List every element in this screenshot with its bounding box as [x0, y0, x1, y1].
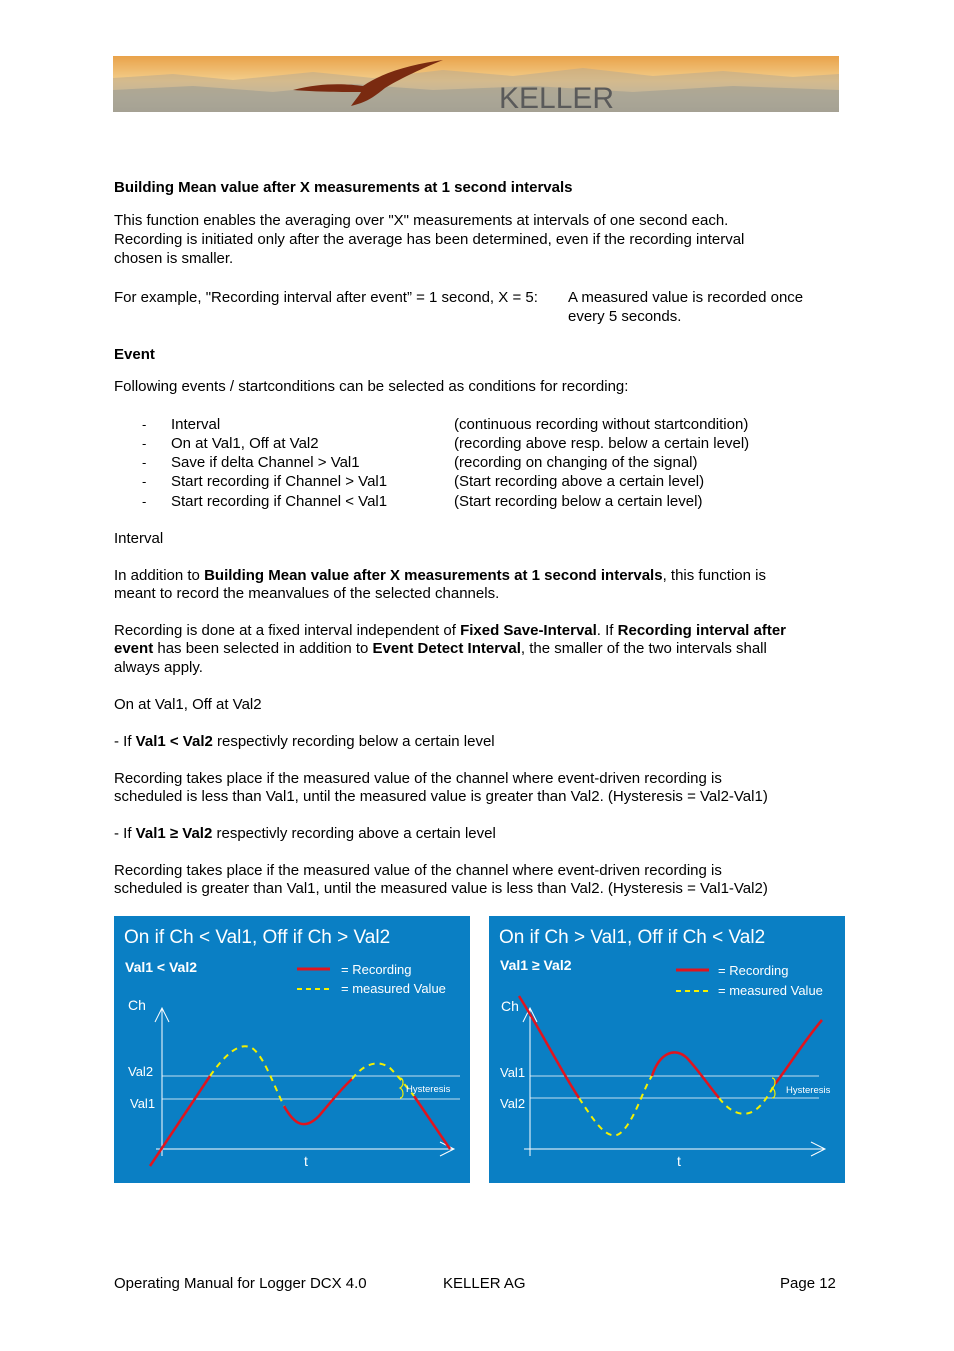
list-item-name: Start recording if Channel < Val1: [171, 493, 388, 510]
y-axis: [155, 1008, 169, 1156]
interval-paragraph: always apply.: [114, 659, 203, 676]
text-run: . If: [596, 622, 618, 639]
text-run: respectivly recording below a certain level: [212, 733, 495, 750]
subsection-title-onoff: On at Val1, Off at Val2: [114, 696, 262, 713]
case-heading: [114, 824, 844, 843]
recording-curve: [414, 1096, 450, 1149]
example-result: every 5 seconds.: [568, 308, 682, 325]
interval-paragraph: [114, 639, 844, 658]
footer-document-title: Operating Manual for Logger DCX 4.0: [114, 1275, 367, 1292]
paragraph-line: Recording is initiated only after the average has been determined, even if the recording interval: [114, 231, 745, 248]
list-item: [114, 453, 844, 472]
text-run: , this function is: [662, 567, 766, 584]
diagram-title: On if Ch < Val1, Off if Ch > Val2: [124, 927, 391, 948]
header-banner: [113, 56, 839, 112]
text-run-bold: event: [114, 640, 154, 657]
hysteresis-label: Hysteresis: [786, 1085, 831, 1096]
list-item-name: Start recording if Channel > Val1: [171, 473, 388, 490]
list-item-name: Interval: [171, 416, 221, 433]
section-heading-mean: Building Mean value after X measurements at 1 second intervals: [114, 179, 573, 196]
x-axis-label: t: [677, 1153, 681, 1169]
hysteresis-brace: [400, 1078, 403, 1098]
list-dash: -: [142, 474, 147, 489]
y-axis-label: Ch: [501, 998, 519, 1014]
footer-page-number: Page 12: [780, 1275, 836, 1292]
diagram-right: [489, 916, 845, 1183]
text-run-bold: Val1 ≥ Val2: [135, 825, 213, 842]
text-run-bold: Event Detect Interval: [372, 640, 521, 657]
case-paragraph: scheduled is less than Val1, until the measured value is greater than Val2. (Hysteresis = Val2-Val1): [114, 788, 768, 805]
recording-curve: [519, 996, 579, 1098]
case-paragraph: Recording takes place if the measured value of the channel where event-driven recording is: [114, 862, 722, 879]
upper-threshold-label: Val2: [128, 1064, 154, 1079]
section-heading-event: Event: [114, 346, 155, 363]
diagram-title: On if Ch > Val1, Off if Ch < Val2: [499, 927, 766, 948]
recording-curve: [775, 1020, 822, 1084]
event-intro: Following events / startconditions can be selected as conditions for recording:: [114, 378, 629, 395]
list-dash: -: [142, 417, 147, 432]
x-axis: [524, 1142, 825, 1156]
legend-recording-label: = Recording: [341, 962, 412, 977]
text-run: In addition to: [114, 567, 205, 584]
list-item-desc: (recording on changing of the signal): [454, 454, 698, 471]
lower-threshold-label: Val2: [500, 1096, 526, 1111]
list-item-desc: (continuous recording without startcondition): [454, 416, 749, 433]
recording-curve: [284, 1079, 352, 1124]
brand-logo-text: KELLER: [499, 82, 615, 112]
text-run: - If: [114, 733, 136, 750]
text-run: , the smaller of the two intervals shall: [520, 640, 767, 657]
legend-measured-label: = measured Value: [718, 983, 823, 998]
y-axis: [523, 1008, 537, 1156]
y-axis-label: Ch: [128, 997, 146, 1013]
recording-curve: [652, 1052, 719, 1098]
list-dash: -: [142, 436, 147, 451]
measured-curve: [579, 1076, 652, 1135]
recording-curve: [150, 1076, 210, 1166]
case-paragraph: scheduled is greater than Val1, until the measured value is less than Val2. (Hysteresis = Val1-Val2): [114, 880, 768, 897]
text-run-bold: Recording interval after: [617, 622, 787, 639]
text-run: - If: [114, 825, 136, 842]
case-heading: [114, 732, 844, 751]
legend-measured-label: = measured Value: [341, 981, 446, 996]
text-run: Recording is done at a fixed interval independent of: [114, 622, 461, 639]
text-run-bold: Val1 < Val2: [135, 733, 213, 750]
list-item-name: Save if delta Channel > Val1: [171, 454, 360, 471]
interval-paragraph: meant to record the meanvalues of the selected channels.: [114, 585, 500, 602]
paragraph-line: chosen is smaller.: [114, 250, 234, 267]
example-result: A measured value is recorded once: [568, 289, 804, 306]
diagram-left: [114, 916, 470, 1183]
list-item: [114, 492, 844, 511]
text-run-bold: Fixed Save-Interval: [460, 622, 597, 639]
subsection-title-interval: Interval: [114, 530, 164, 547]
text-run-bold: Building Mean value after X measurements at 1 second intervals: [204, 567, 663, 584]
text-run: respectivly recording above a certain level: [212, 825, 496, 842]
example-text: For example, "Recording interval after event” = 1 second, X = 5:: [114, 289, 538, 306]
list-item-desc: (Start recording above a certain level): [454, 473, 705, 490]
list-item: [114, 415, 844, 434]
list-item: [114, 472, 844, 491]
measured-curve: [352, 1064, 414, 1096]
list-dash: -: [142, 455, 147, 470]
paragraph-line: This function enables the averaging over "X" measurements at intervals of one second each.: [114, 212, 729, 229]
diagram-subtitle: Val1 ≥ Val2: [500, 957, 572, 973]
banner-image: [113, 56, 839, 112]
list-item: [114, 434, 844, 453]
x-axis-label: t: [304, 1153, 308, 1169]
measured-curve: [719, 1084, 775, 1114]
text-run: has been selected in addition to: [153, 640, 373, 657]
list-item-desc: (recording above resp. below a certain level): [454, 435, 750, 452]
hysteresis-label: Hysteresis: [406, 1084, 451, 1095]
footer-company: KELLER AG: [443, 1275, 526, 1292]
list-item-name: On at Val1, Off at Val2: [171, 435, 319, 452]
list-dash: -: [142, 494, 147, 509]
list-item-desc: (Start recording below a certain level): [454, 493, 703, 510]
legend-recording-label: = Recording: [718, 963, 789, 978]
upper-threshold-label: Val1: [500, 1065, 526, 1080]
diagram-subtitle: Val1 < Val2: [125, 959, 198, 975]
lower-threshold-label: Val1: [130, 1096, 156, 1111]
interval-paragraph: [114, 621, 844, 640]
interval-paragraph: [114, 566, 844, 585]
case-paragraph: Recording takes place if the measured value of the channel where event-driven recording is: [114, 770, 722, 787]
